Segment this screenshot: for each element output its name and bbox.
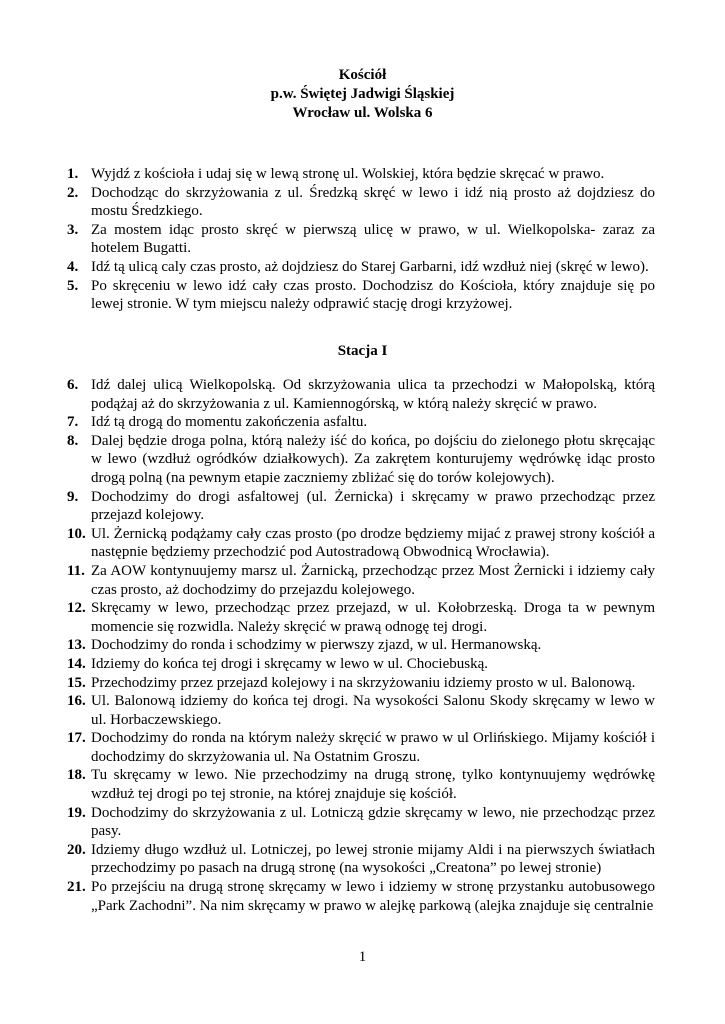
list-item-number: 16. xyxy=(67,693,86,710)
list-item xyxy=(67,413,655,432)
header-title: Kościół xyxy=(338,67,387,83)
list-item-number: 19. xyxy=(67,804,86,821)
list-item xyxy=(67,878,655,915)
list-item-number: 20. xyxy=(67,841,86,858)
list-item-text: Po skręceniu w lewo idź cały czas prosto. Dochodzisz do Kościoła, który znajduje się po lewej stronie. W tym miejscu należy odprawić stację drogi krzyżowej. xyxy=(91,277,655,313)
list-item-text: Dalej będzie droga polna, którą należy iść do końca, po dojściu do zielonego płotu skręcając w lewo (wzdłuż ogródków działkowych). Za zakrętem konturujemy wędrówkę idąc prosto drogą polną (na pewnym etapie zaczniemy zbliżać się do torów kolejowych). xyxy=(91,432,655,486)
list-item-text: Wyjdź z kościoła i udaj się w lewą stronę ul. Wolskiej, która będzie skręcać w prawo. xyxy=(91,166,605,182)
list-item-text: Ul. Balonową idziemy do końca tej drogi. Na wysokości Salonu Skody skręcamy w lewo w ul. Horbaczewskiego. xyxy=(91,693,655,728)
list-item-text: Przechodzimy przez przejazd kolejowy i na skrzyżowaniu idziemy prosto w ul. Balonową. xyxy=(91,674,636,691)
list-item-number: 1. xyxy=(67,166,79,182)
list-item-number: 14. xyxy=(67,655,86,672)
list-item-text: Idź tą drogą do momentu zakończenia asfaltu. xyxy=(91,414,368,431)
list-item-text: Dochodzimy do ronda na którym należy skręcić w prawo w ul Orlińskiego. Mijamy kościół i dochodzimy do skrzyżowania ul. Na Ostatnim Groszu. xyxy=(91,730,655,765)
list-item-text: Dochodzimy do drogi asfaltowej (ul. Żernicka) i skręcamy w prawo przechodząc przez przejazd kolejowy. xyxy=(91,488,655,524)
list-item-number: 7. xyxy=(67,414,79,431)
list-item-number: 10. xyxy=(67,525,86,542)
list-item xyxy=(67,525,655,562)
list-item xyxy=(67,277,655,314)
list-item-number: 5. xyxy=(67,277,79,294)
list-item-text: Idź tą ulicą caly czas prosto, aż dojdziesz do Starej Garbarni, idź wzdłuż niej (skręć w lewo). xyxy=(91,258,649,275)
page-number: 1 xyxy=(358,949,367,965)
list-item-text: Idź dalej ulicą Wielkopolską. Od skrzyżowania ulica ta przechodzi w Małopolską, którą podążaj aż do skrzyżowania z ul. Kamiennogórską, w którą należy skręcić w prawo. xyxy=(91,377,655,412)
list-item-number: 18. xyxy=(67,767,86,784)
list-item-number: 9. xyxy=(67,488,79,505)
list-item-number: 11. xyxy=(67,562,85,579)
list-item xyxy=(67,655,655,674)
list-item-text: Za AOW kontynuujemy marsz ul. Żarnicką, przechodząc przez Most Żernicki i idziemy cały czas prosto, aż dochodzimy do przejazdu kolejowego. xyxy=(91,562,655,598)
header-address: Wrocław ul. Wolska 6 xyxy=(292,105,433,121)
list-item xyxy=(67,636,655,655)
list-item-number: 13. xyxy=(67,637,86,654)
list-item-number: 8. xyxy=(67,432,79,449)
list-item xyxy=(67,841,655,878)
directions-list-1 xyxy=(67,165,655,314)
list-item-text: Po przejściu na drugą stronę skręcamy w lewo i idziemy w stronę przystanku autobusowego „Park Zachodni”. Na nim skręcamy w prawo w alejkę parkową (alejka znajduje się centralnie xyxy=(91,879,655,914)
list-item-text: Dochodząc do skrzyżowania z ul. Średzką skręć w lewo i idź nią prosto aż dojdziesz do mostu Średzkiego. xyxy=(91,184,655,220)
list-item-text: Ul. Żernicką podążamy cały czas prosto (po drodze będziemy mijać z prawej strony kościół a następnie będziemy przechodzić pod Autostradową Obwodnicą Wrocławia). xyxy=(91,525,655,561)
list-item-number: 3. xyxy=(67,221,79,238)
list-item-number: 2. xyxy=(67,184,79,201)
list-item xyxy=(67,562,655,599)
document-header xyxy=(0,66,725,123)
list-item-number: 21. xyxy=(67,879,86,896)
station-heading: Stacja I xyxy=(337,343,388,359)
list-item-number: 4. xyxy=(67,258,79,275)
list-item-text: Idziemy długo wzdłuż ul. Lotniczej, po lewej stronie mijamy Aldi i na pierwszych światłach przechodzimy po pasach na drugą stronę (na wysokości „Creatona” po lewej stronie) xyxy=(91,841,655,877)
list-item-text: Dochodzimy do ronda i schodzimy w pierwszy zjazd, w ul. Hermanowską. xyxy=(91,637,542,654)
list-item xyxy=(67,376,655,413)
list-item xyxy=(67,692,655,729)
list-item-number: 6. xyxy=(67,377,79,393)
list-item-text: Idziemy do końca tej drogi i skręcamy w lewo w ul. Chociebuską. xyxy=(91,655,488,672)
list-item xyxy=(67,766,655,803)
list-item xyxy=(67,432,655,488)
list-item-number: 12. xyxy=(67,600,86,617)
list-item-text: Dochodzimy do skrzyżowania z ul. Lotniczą gdzie skręcamy w lewo, nie przechodząc przez pasy. xyxy=(91,804,655,840)
list-item xyxy=(67,488,655,525)
directions-list-2 xyxy=(67,376,655,915)
list-item xyxy=(67,729,655,766)
list-item-text: Tu skręcamy w lewo. Nie przechodzimy na drugą stronę, tylko kontynuujemy wędrówkę wzdłuż tej drogi po tej stronie, na której znajduje się kościół. xyxy=(91,767,655,803)
list-item-text: Za mostem idąc prosto skręć w pierwszą ulicę w prawo, w ul. Wielkopolska- zaraz za hotelem Bugatti. xyxy=(91,221,655,257)
list-item-text: Skręcamy w lewo, przechodząc przez przejazd, w ul. Kołobrzeską. Droga ta w pewnym momencie się rozwidla. Należy skręcić w prawą odnogę tej drogi. xyxy=(91,600,655,635)
list-item xyxy=(67,804,655,841)
list-item-number: 15. xyxy=(67,674,86,691)
list-item-number: 17. xyxy=(67,730,86,747)
list-item xyxy=(67,258,655,277)
header-parish: p.w. Świętej Jadwigi Śląskiej xyxy=(270,86,455,102)
list-item xyxy=(67,165,655,184)
list-item xyxy=(67,674,655,693)
list-item xyxy=(67,184,655,221)
list-item xyxy=(67,221,655,258)
list-item xyxy=(67,599,655,636)
